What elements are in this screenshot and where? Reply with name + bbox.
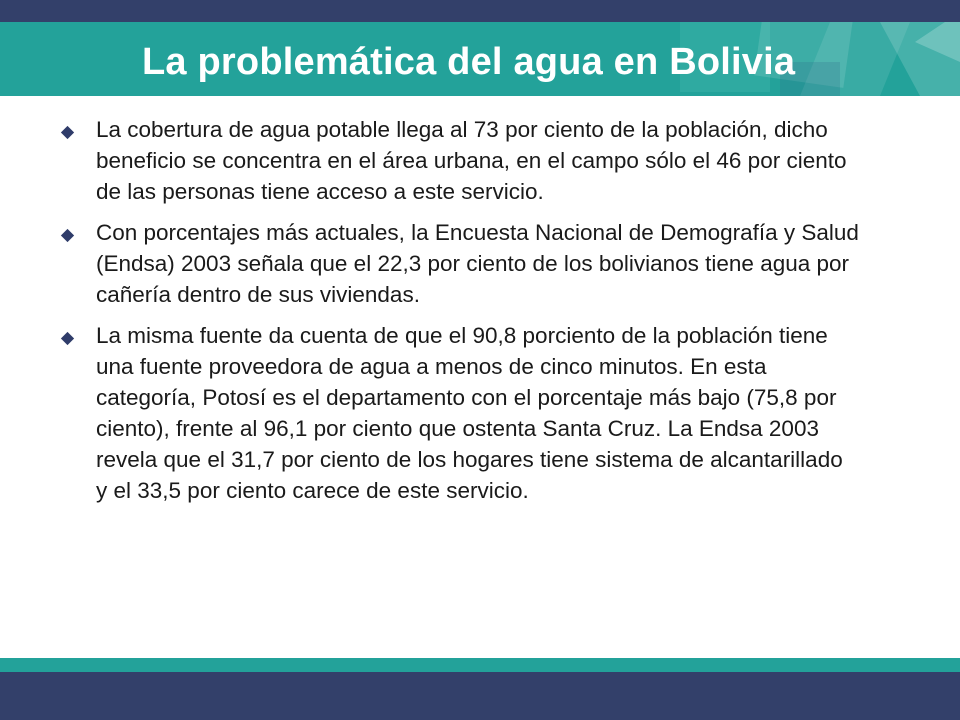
slide-title: La problemática del agua en Bolivia: [142, 41, 796, 83]
bullet-item: [60, 217, 860, 310]
bullet-list: [60, 114, 860, 516]
title-bar: [0, 22, 960, 96]
bullet-item: [60, 320, 860, 506]
bottom-navy-band: [0, 672, 960, 720]
bullet-text: La misma fuente da cuenta de que el 90,8 porciento de la población tiene una fuente proveedora de agua a menos de cinco minutos. En esta categoría, Potosí es el departamento con el porcentaje más bajo (75,8 por ciento), frente al 96,1 por ciento que ostenta Santa Cruz. La Endsa 2003 revela que el 31,7 por ciento de los hogares tiene sistema de alcantarillado y el 33,5 por ciento carece de este servicio.: [96, 323, 843, 503]
bullet-text: Con porcentajes más actuales, la Encuesta Nacional de Demografía y Salud (Endsa) 2003 señala que el 22,3 por ciento de los bolivianos tiene agua por cañería dentro de sus viviendas.: [96, 220, 859, 307]
diamond-bullet-icon: [61, 229, 74, 242]
diamond-bullet-icon: [61, 332, 74, 345]
diamond-bullet-icon: [61, 126, 74, 139]
bottom-teal-stripe: [0, 658, 960, 672]
top-navy-band: [0, 0, 960, 22]
bullet-item: [60, 114, 860, 207]
bullet-text: La cobertura de agua potable llega al 73 por ciento de la población, dicho beneficio se concentra en el área urbana, en el campo sólo el 46 por ciento de las personas tiene acceso a este servicio.: [96, 117, 847, 204]
